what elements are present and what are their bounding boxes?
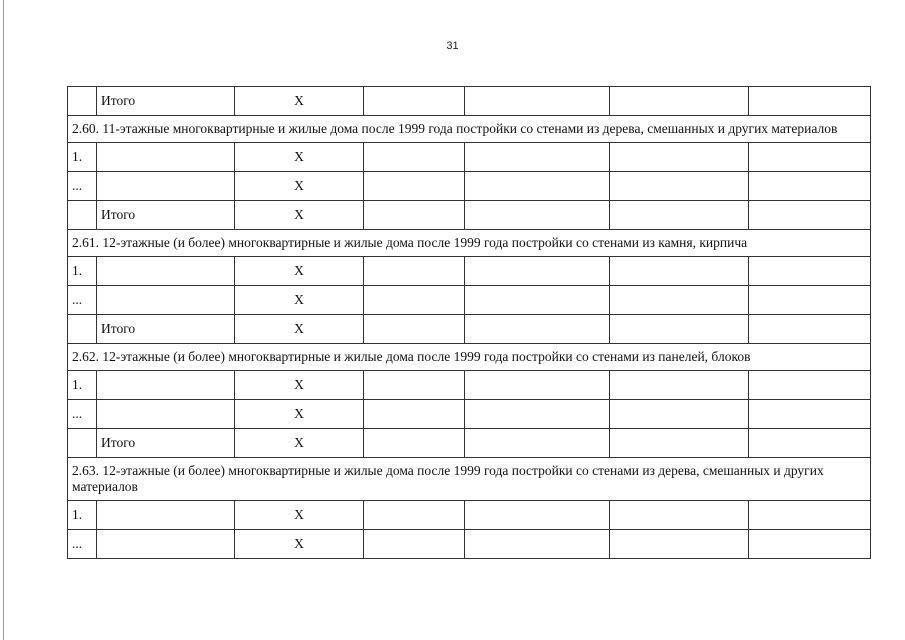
empty-cell (749, 400, 871, 429)
page-number: 31 (446, 40, 459, 52)
row-name-cell (97, 501, 235, 530)
empty-cell (364, 201, 465, 230)
empty-cell (364, 429, 465, 458)
empty-cell (364, 257, 465, 286)
page-edge-line (3, 0, 4, 640)
row-number-cell (68, 315, 97, 344)
row-mark-cell: X (235, 87, 364, 116)
row-name-cell: Итого (97, 315, 235, 344)
table-row (68, 201, 871, 230)
empty-cell (610, 201, 749, 230)
row-name-cell (97, 400, 235, 429)
empty-cell (610, 530, 749, 559)
row-mark-cell: X (235, 172, 364, 201)
section-header-row (68, 230, 871, 257)
row-name-cell (97, 286, 235, 315)
empty-cell (749, 257, 871, 286)
row-number-cell: ... (68, 172, 97, 201)
empty-cell (465, 172, 610, 201)
row-mark-cell: X (235, 257, 364, 286)
empty-cell (610, 172, 749, 201)
table-row (68, 429, 871, 458)
section-title: 2.62. 12-этажные (и более) многоквартирные и жилые дома после 1999 года постройки со стенами из панелей, блоков (68, 344, 871, 371)
empty-cell (610, 429, 749, 458)
section-title: 2.63. 12-этажные (и более) многоквартирные и жилые дома после 1999 года постройки со стенами из дерева, смешанных и других материалов (68, 458, 871, 501)
row-name-cell: Итого (97, 201, 235, 230)
row-number-cell: 1. (68, 143, 97, 172)
empty-cell (749, 429, 871, 458)
empty-cell (749, 371, 871, 400)
empty-cell (749, 201, 871, 230)
row-mark-cell: X (235, 429, 364, 458)
empty-cell (364, 143, 465, 172)
empty-cell (465, 371, 610, 400)
empty-cell (364, 286, 465, 315)
row-number-cell: ... (68, 530, 97, 559)
table-row (68, 143, 871, 172)
empty-cell (364, 87, 465, 116)
row-number-cell: 1. (68, 501, 97, 530)
empty-cell (465, 257, 610, 286)
empty-cell (749, 143, 871, 172)
empty-cell (465, 286, 610, 315)
empty-cell (364, 400, 465, 429)
row-number-cell (68, 201, 97, 230)
empty-cell (465, 87, 610, 116)
empty-cell (610, 501, 749, 530)
row-name-cell (97, 257, 235, 286)
empty-cell (749, 87, 871, 116)
empty-cell (364, 315, 465, 344)
table-row (68, 400, 871, 429)
table-row (68, 315, 871, 344)
empty-cell (465, 315, 610, 344)
row-name-cell (97, 172, 235, 201)
empty-cell (465, 400, 610, 429)
row-mark-cell: X (235, 201, 364, 230)
empty-cell (465, 501, 610, 530)
empty-cell (364, 501, 465, 530)
row-number-cell: 1. (68, 371, 97, 400)
empty-cell (610, 371, 749, 400)
empty-cell (610, 87, 749, 116)
empty-cell (610, 315, 749, 344)
table-row (68, 501, 871, 530)
data-table (67, 86, 871, 559)
row-mark-cell: X (235, 315, 364, 344)
empty-cell (465, 201, 610, 230)
row-mark-cell: X (235, 400, 364, 429)
row-mark-cell: X (235, 530, 364, 559)
empty-cell (749, 530, 871, 559)
row-name-cell (97, 371, 235, 400)
table-row (68, 257, 871, 286)
empty-cell (465, 429, 610, 458)
section-header-row (68, 116, 871, 143)
empty-cell (749, 172, 871, 201)
row-number-cell: 1. (68, 257, 97, 286)
row-number-cell (68, 87, 97, 116)
row-name-cell (97, 143, 235, 172)
row-mark-cell: X (235, 501, 364, 530)
section-header-row (68, 344, 871, 371)
table-row (68, 371, 871, 400)
empty-cell (465, 143, 610, 172)
section-header-row (68, 458, 871, 501)
section-title: 2.61. 12-этажные (и более) многоквартирные и жилые дома после 1999 года постройки со стенами из камня, кирпича (68, 230, 871, 257)
table-row (68, 286, 871, 315)
row-mark-cell: X (235, 143, 364, 172)
row-mark-cell: X (235, 371, 364, 400)
empty-cell (610, 143, 749, 172)
empty-cell (364, 371, 465, 400)
row-mark-cell: X (235, 286, 364, 315)
empty-cell (749, 315, 871, 344)
row-number-cell: ... (68, 286, 97, 315)
row-name-cell: Итого (97, 429, 235, 458)
row-name-cell: Итого (97, 87, 235, 116)
empty-cell (364, 530, 465, 559)
empty-cell (749, 501, 871, 530)
empty-cell (749, 286, 871, 315)
empty-cell (610, 400, 749, 429)
section-title: 2.60. 11-этажные многоквартирные и жилые дома после 1999 года постройки со стенами из дерева, смешанных и других материалов (68, 116, 871, 143)
table-row (68, 172, 871, 201)
table-row (68, 530, 871, 559)
empty-cell (610, 286, 749, 315)
row-number-cell (68, 429, 97, 458)
empty-cell (465, 530, 610, 559)
row-name-cell (97, 530, 235, 559)
row-number-cell: ... (68, 400, 97, 429)
empty-cell (364, 172, 465, 201)
empty-cell (610, 257, 749, 286)
table-row (68, 87, 871, 116)
